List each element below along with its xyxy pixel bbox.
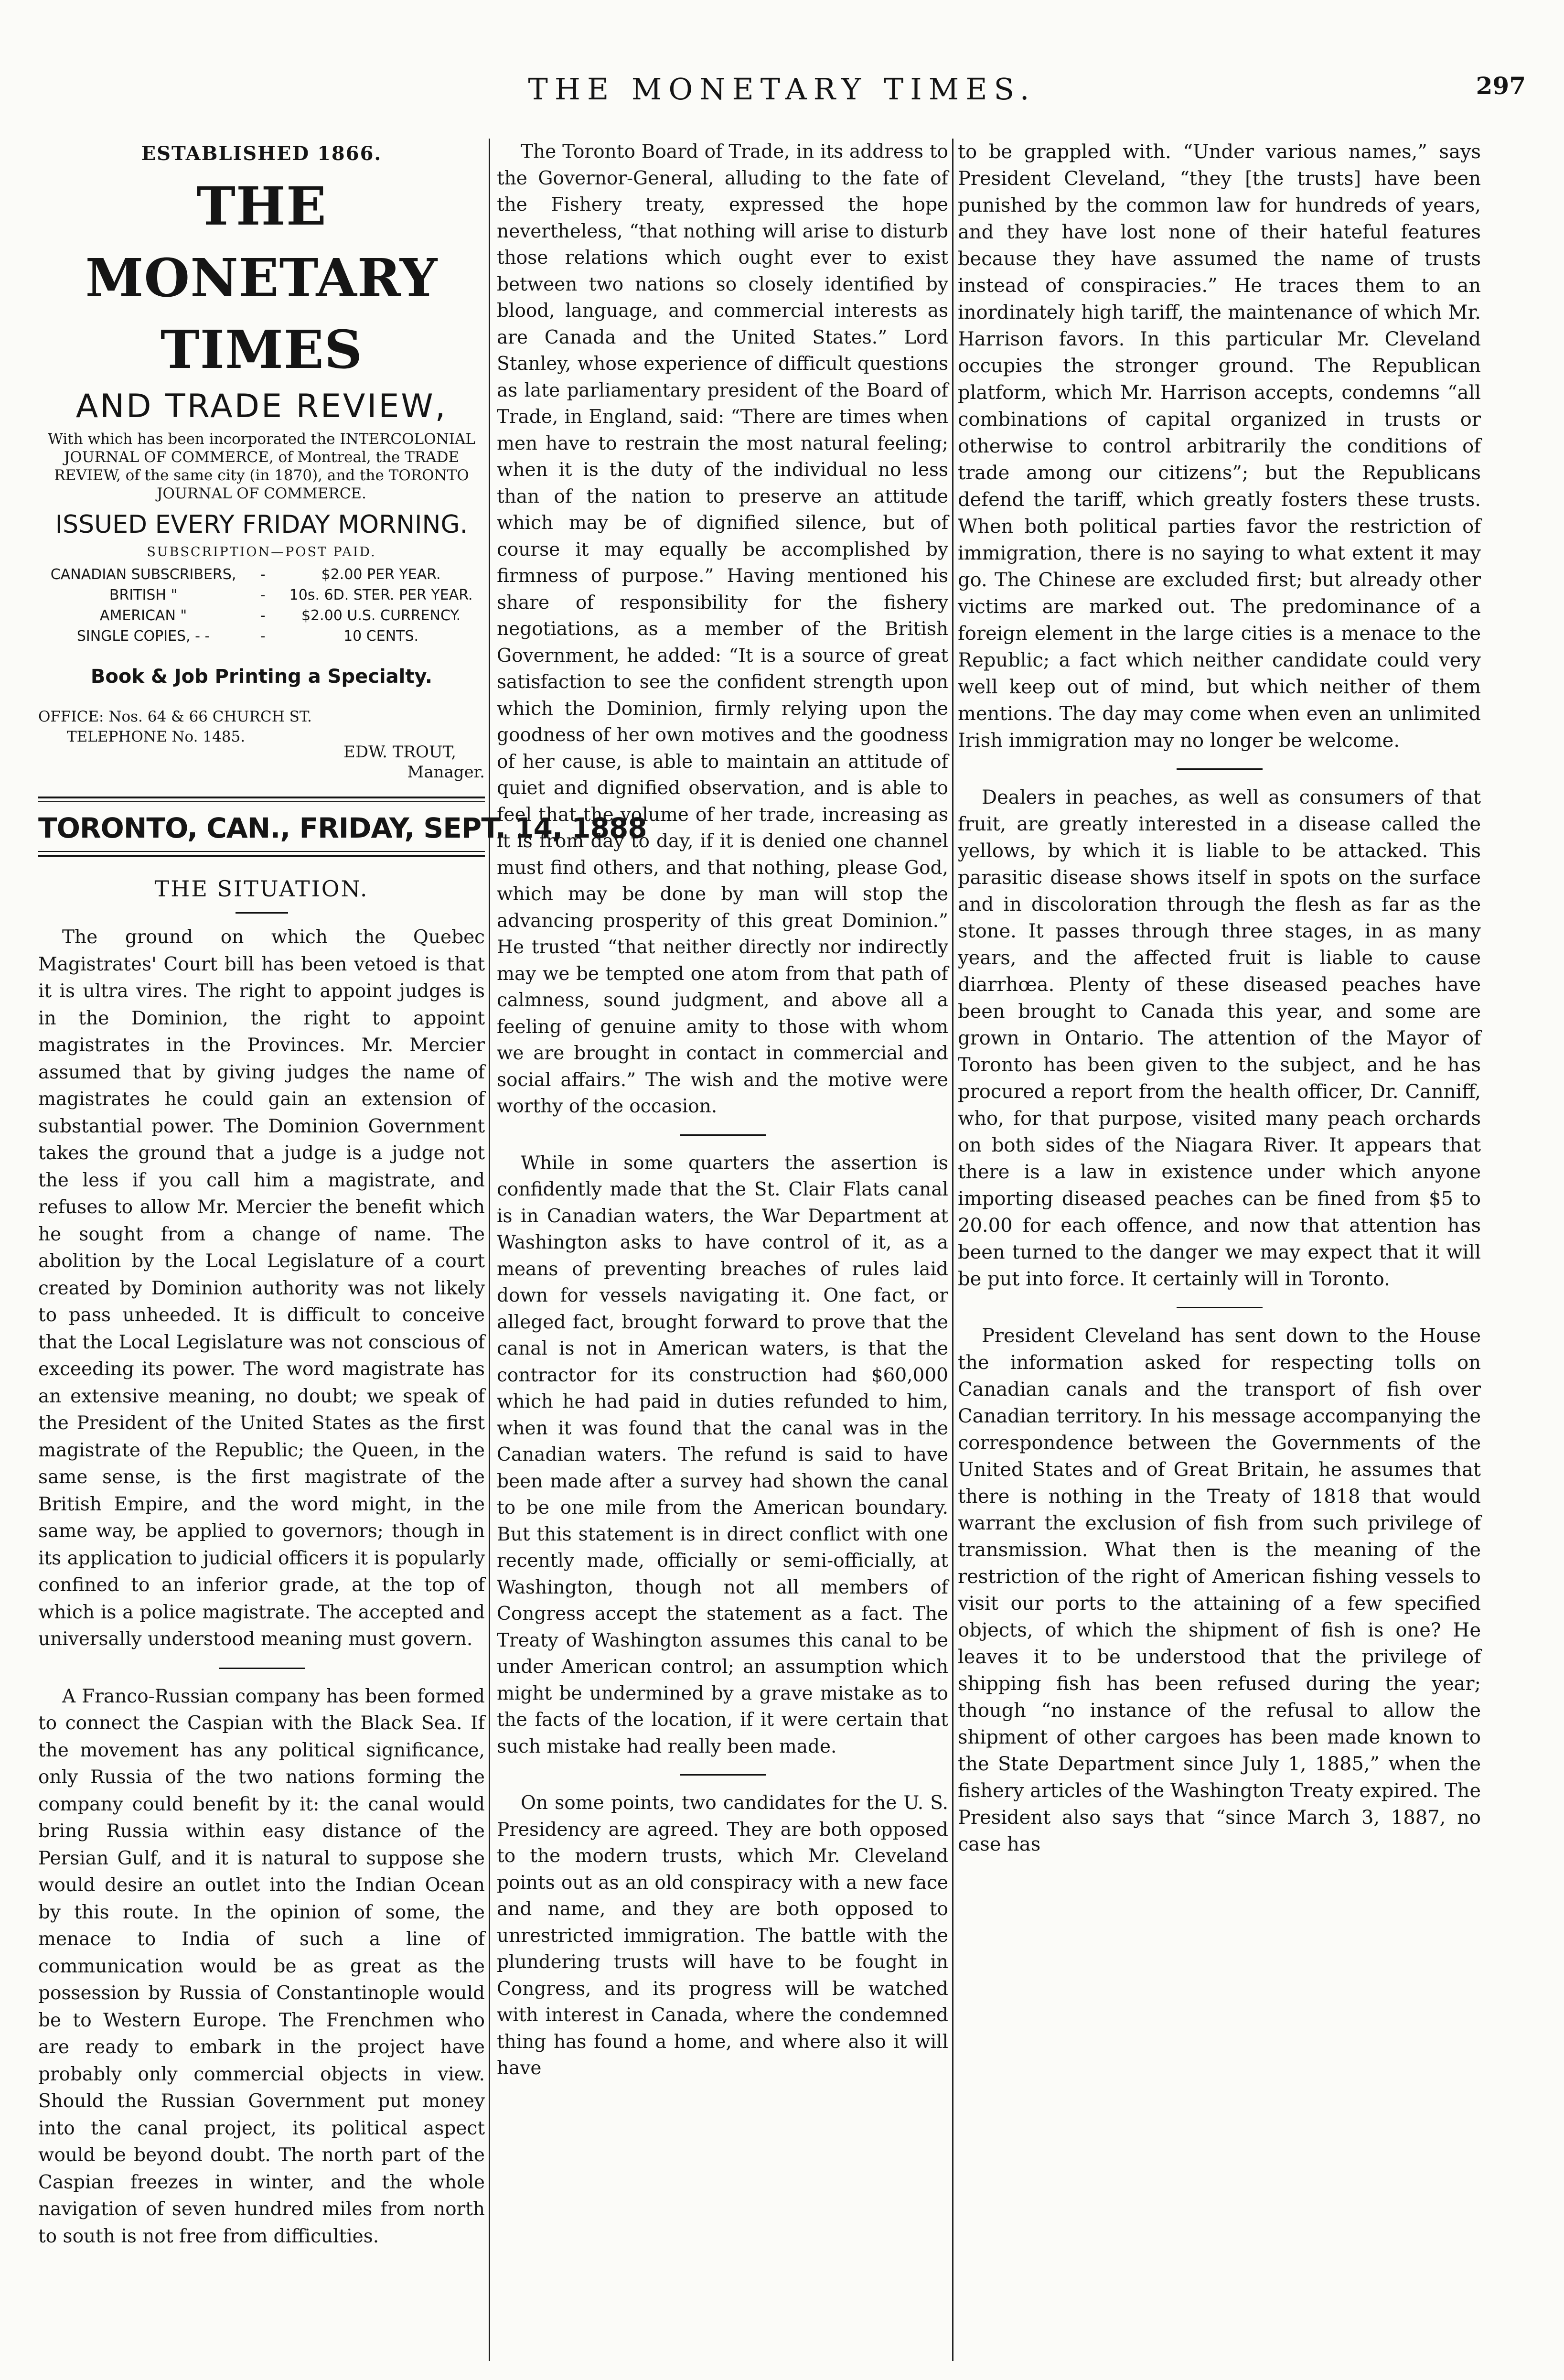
rate-price: $2.00 U.S. CURRENCY.	[301, 607, 461, 624]
rate-row	[38, 605, 485, 626]
article-separator	[1177, 1307, 1263, 1308]
rate-dash: -	[260, 566, 266, 583]
office-address	[38, 707, 485, 747]
rate-price: $2.00 PER YEAR.	[321, 566, 441, 583]
double-rule	[38, 851, 485, 857]
masthead-logo: THE MONETARY TIMES	[85, 175, 438, 380]
rate-dash: -	[260, 628, 266, 645]
incorporation-note: With which has been incorporated the INTERCOLONIAL JOURNAL OF COMMERCE, of Montreal, the TRADE REVIEW, of the same city (in 1870), and the TORONTO JOURNAL OF COMMERCE.	[48, 431, 475, 502]
column-3	[958, 139, 1481, 1858]
rate-price: 10 CENTS.	[343, 628, 419, 645]
masthead-subtitle: AND TRADE REVIEW,	[75, 388, 448, 425]
rate-label: BRITISH "	[109, 587, 178, 603]
issue-schedule: ISSUED EVERY FRIDAY MORNING.	[55, 510, 468, 539]
printing-notice: Book & Job Printing a Specialty.	[90, 666, 433, 688]
subscription-rates	[38, 564, 485, 646]
article-cleveland-tolls: President Cleveland has sent down to the House the information asked for respecting tolls on Canadian canals and the transport of fish over Canadian territory. In his message accompanying the correspondence between the Governments of the United States and of Great Britain, he assumes that there is nothing in the Treaty of 1818 that would warrant the exclusion of fish from such privilege of transmission. What then is the meaning of the restriction of the right of American fishing vessels to visit our ports to the attaining of a few specified objects, of which the shipment of fish is one? He leaves it to be understood that the privilege of shipping fish has been refused during the year; though “no instance of the refusal to allow the shipment of other cargoes has been made known to the State Department since July 1, 1885,” when the fishery articles of the Washington Treaty expired. The President also says that “since March 3, 1887, no case has	[958, 1325, 1481, 1855]
page-number: 297	[1476, 72, 1526, 100]
running-head	[38, 67, 1526, 124]
editor-name: EDW. TROUT,	[343, 743, 456, 762]
rate-label: CANADIAN SUBSCRIBERS,	[50, 566, 236, 583]
article-quebec: The ground on which the Quebec Magistrates' Court bill has been vetoed is that it is ultra vires. The right to appoint judges is in the Dominion, the right to appoint magistrates in the Provinces. Mr. Mercier assumed that by giving judges the name of magistrates he could gain an extension of substantial power. The Dominion Government takes the ground that a judge is a judge not the less if you call him a magistrate, and refuses to allow Mr. Mercier the benefit which he sought from a change of name. The abolition by the Local Legislature of a court created by Dominion authority was not likely to pass unheeded. It is difficult to conceive that the Local Legislature was not conscious of exceeding its power. The word magistrate has an extensive meaning, no doubt; we speak of the President of the United States as the first magistrate of the Republic; the Queen, in the same sense, is the first magistrate of the British Empire, and the word might, in the same way, be applied to governors; though in its application to judicial officers it is popularly confined to an inferior grade, at the top of which is a police magistrate. The accepted and universally understood meaning must govern.	[38, 926, 485, 1650]
subscription-heading: SUBSCRIPTION—POST PAID.	[147, 545, 376, 560]
double-rule	[38, 797, 485, 802]
rate-dash: -	[260, 607, 266, 624]
article-separator	[219, 1668, 305, 1669]
rate-row	[38, 564, 485, 585]
running-title: THE MONETARY TIMES.	[528, 72, 1036, 107]
column-1	[38, 139, 647, 2250]
article-separator	[1177, 768, 1263, 770]
article-board-of-trade: The Toronto Board of Trade, in its address to the Governor-General, alluding to the fate of the Fishery treaty, expressed the hope nevertheless, “that nothing will arise to disturb those relations which ought ever to exist between two nations so closely identified by blood, language, and commercial interests as are Canada and the United States.” Lord Stanley, whose experience of difficult questions as late parliamentary president of the Board of Trade, in England, said: “There are times when men have to restrain the most natural feeling; when it is the duty of the individual no less than of the nation to preserve an attitude which may be of dignified silence, but of course it may equally be accomplished by firmness of purpose.” Having mentioned his share of responsibility for the fishery negotiations, as a member of the British Government, he added: “It is a source of great satisfaction to see the confident strength upon which the Dominion, firmly relying upon the goodness of her own motives and the goodness of her cause, is able to maintain an attitude of quiet and dignified observation, and is able to feel that the volume of her trade, increasing as it is from day to day, if it is denied one channel must find others, and that nothing, please God, which may be done by man will stop the advancing prosperity of this great Dominion.” He trusted “that neither directly nor indirectly may we be tempted one atom from that path of calmness, sound judgment, and above all a feeling of genuine amity to those with whom we are brought in contact in commercial and social affairs.” The wish and the motive were worthy of the occasion.	[497, 141, 948, 1117]
editor-block	[38, 742, 485, 782]
established-line: ESTABLISHED 1866.	[141, 142, 382, 165]
column-divider	[489, 139, 490, 2361]
office-line: OFFICE: Nos. 64 & 66 CHURCH ST.	[38, 708, 312, 725]
rate-label: SINGLE COPIES, - -	[76, 628, 210, 645]
article-peaches: Dealers in peaches, as well as consumers of that fruit, are greatly interested in a disease called the yellows, by which it is liable to be attacked. This parasitic disease shows itself in spots on the surface and in discoloration through the flesh as far as the stone. It passes through three stages, in as many years, and the affected fruit is liable to cause diarrhœa. Plenty of these diseased peaches have been brought to Canada this year, and some are grown in Ontario. The attention of the Mayor of Toronto has been given to the subject, and he has procured a report from the health officer, Dr. Canniff, who, for that purpose, visited many peach orchards on both sides of the Niagara River. It appears that there is a law in existence under which anyone importing diseased peaches can be fined from $5 to 20.00 for each offence, and now that attention has been turned to the danger we may expect that it will be put into force. It certainly will in Toronto.	[958, 786, 1481, 1290]
dateline: TORONTO, CAN., FRIDAY, SEPT. 14, 1888	[38, 812, 647, 844]
telephone-line: TELEPHONE No. 1485.	[67, 728, 246, 745]
article-separator	[680, 1134, 766, 1136]
article-candidates: On some points, two candidates for the U. S. Presidency are agreed. They are both opposed to the modern trusts, which Mr. Cleveland points out as an old conspiracy with a new face and name, and they are both opposed to unrestricted immigration. The battle with the plundering trusts will have to be fought in Congress, and its progress will be watched with interest in Canada, where the condemned thing has found a home, and where also it will have	[497, 1792, 948, 2079]
section-rule	[236, 912, 288, 914]
article-franco-russian: A Franco-Russian company has been formed to connect the Caspian with the Black Sea. If the movement has any political significance, only Russia of the two nations forming the company could benefit by it: the canal would bring Russia within easy distance of the Persian Gulf, and it is natural to suppose she would desire an outlet into the Indian Ocean by this route. In the opinion of some, the menace to India of such a line of communication would be as great as the possession by Russia of Constantinople would be to Western Europe. The Frenchmen who are ready to embark in the project have probably only commercial objects in view. Should the Russian Government put money into the canal project, its political aspect would be beyond doubt. The north part of the Caspian freezes in winter, and the whole navigation of seven hundred miles from north to south is not free from difficulties.	[38, 1685, 485, 2247]
rate-dash: -	[260, 587, 266, 603]
article-st-clair: While in some quarters the assertion is confidently made that the St. Clair Flats canal is in Canadian waters, the War Department at Washington asks to have control of it, as a means of preventing breaches of rules laid down for vessels navigating it. One fact, or alleged fact, brought forward to prove that the canal is not in American waters, is that the contractor for its construction had $60,000 which he had paid in duties refunded to him, when it was found that the canal was in the Canadian waters. The refund is said to have been made after a survey had shown the canal to be one mile from the American boundary. But this statement is in direct conflict with one recently made, officially or semi-officially, at Washington, though not all members of Congress accept the statement as a fact. The Treaty of Washington assumes this canal to be under American control; an assumption which might be undermined by a grave mistake as to the facts of the location, if it were certain that such mistake had really been made.	[497, 1152, 948, 1757]
rate-price: 10s. 6D. STER. PER YEAR.	[289, 587, 473, 603]
article-candidates-continued: to be grappled with. “Under various names,” says President Cleveland, “they [the trusts] have been punished by the common law for hundreds of years, and they have lost none of their hateful features because they have assumed the name of trusts instead of conspiracies.” He traces them to an inordinately high tariff, the maintenance of which Mr. Harrison favors. In this particular Mr. Cleveland occupies the stronger ground. The Republican platform, which Mr. Harrison accepts, condemns “all combinations of capital organized in trusts or otherwise to control arbitrarily the conditions of trade among our citizens”; but the Republicans defend the tariff, which greatly fosters these trusts. When both political parties favor the restriction of immigration, there is no saying to what extent it may go. The Chinese are excluded first; but already other victims are marked out. The predominance of a foreign element in the large cities is a menace to the Republic; a fact which neither candidate could very well keep out of mind, but which neither of them mentions. The day may come when even an unlimited Irish immigration may no longer be welcome.	[958, 141, 1481, 752]
editor-role: Manager.	[407, 763, 485, 782]
column-divider	[952, 139, 953, 2361]
column-2	[497, 139, 948, 2082]
section-title: THE SITUATION.	[154, 876, 369, 902]
rate-label: AMERICAN "	[99, 607, 187, 624]
rate-row	[38, 585, 485, 605]
article-separator	[680, 1774, 766, 1776]
rate-row	[38, 626, 485, 646]
masthead	[38, 142, 647, 857]
